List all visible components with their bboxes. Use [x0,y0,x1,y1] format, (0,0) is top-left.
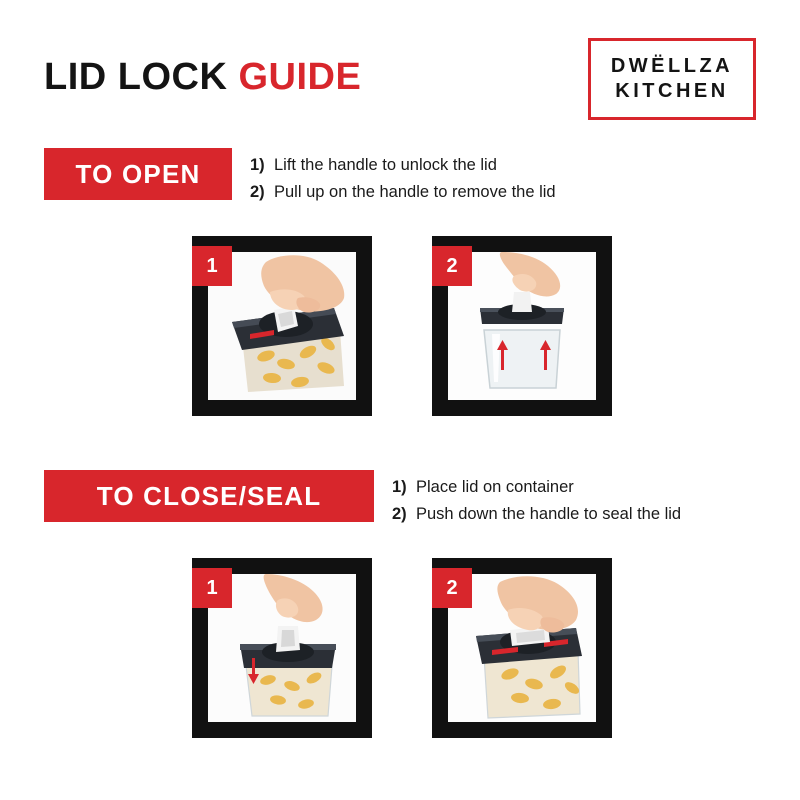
page-title [44,58,361,96]
step-text: Pull up on the handle to remove the lid [274,182,556,201]
step-number: 2) [392,504,407,523]
step-number: 1) [392,478,407,496]
brand-line-2: KITCHEN [615,80,729,102]
step-row [250,152,556,179]
section-banner-to-close: TO CLOSE/SEAL [44,470,374,522]
step-row [392,474,681,501]
step-number: 2) [250,182,265,201]
step-text: Push down the handle to seal the lid [416,504,682,523]
step-row [250,179,556,206]
steps-to-open [250,152,556,205]
page-title-part1: LID LOCK [44,56,228,98]
section-banner-to-open: TO OPEN [44,148,232,200]
photo-badge: 1 [192,246,232,286]
photo-badge: 1 [192,568,232,608]
brand-logo [588,38,756,120]
step-text: Lift the handle to unlock the lid [274,156,497,174]
photo-badge: 2 [432,568,472,608]
photo-badge: 2 [432,246,472,286]
step-number: 1) [250,156,265,174]
step-row [392,501,681,528]
page-title-part2: GUIDE [238,56,362,98]
step-text: Place lid on container [416,478,574,496]
brand-line-1: DWËLLZA [610,55,734,77]
steps-to-close [392,474,681,527]
